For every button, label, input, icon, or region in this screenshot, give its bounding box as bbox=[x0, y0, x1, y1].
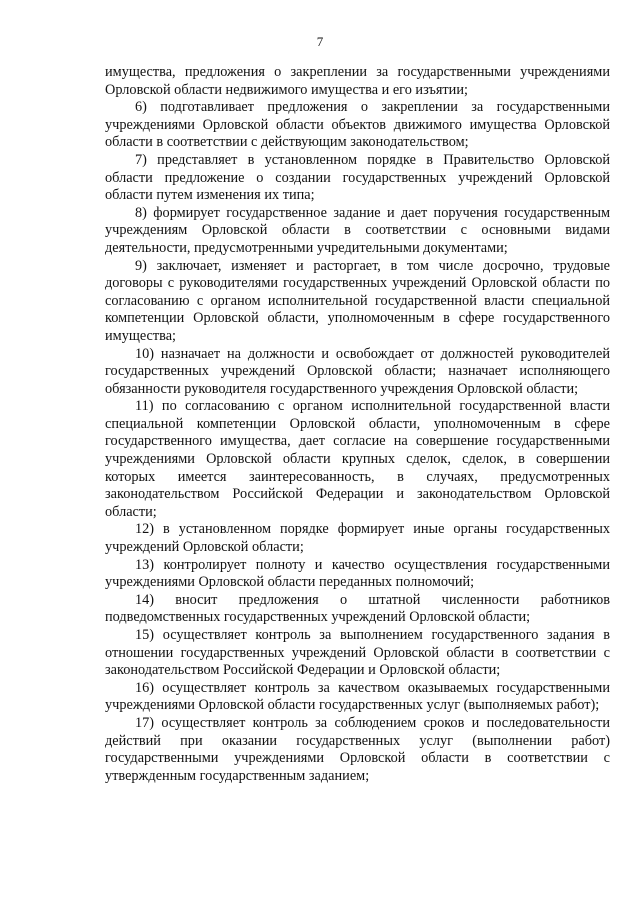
paragraph-continuation: имущества, предложения о закреплении за государственными учреждениями Орловской области недвижимого имущества и его изъятии; bbox=[105, 64, 610, 98]
document-body bbox=[105, 64, 610, 785]
paragraph-item-16: 16) осуществляет контроль за качеством оказываемых государственными учреждениями Орловской области государственных услуг (выполняемых работ); bbox=[105, 679, 610, 714]
paragraph-item-17: 17) осуществляет контроль за соблюдением сроков и последовательности действий при оказании государственных услуг (выполнении работ) государственными учреждениями Орловской области в соответствии с утвержденным государственным заданием; bbox=[105, 714, 610, 784]
paragraph-item-7: 7) представляет в установленном порядке в Правительство Орловской области предложение о создании государственных учреждений Орловской области путем изменения их типа; bbox=[105, 151, 610, 204]
paragraph-item-11: 11) по согласованию с органом исполнительной государственной власти специальной компетенции Орловской области, уполномоченным в сфере государственного имущества, дает согласие на совершение государственными учреждениями Орловской области крупных сделок, сделок, в совершении которых имеется заинтересованность, в случаях, предусмотренных законодательством Российской Федерации и законодательством Орловской области; bbox=[105, 398, 610, 520]
paragraph-item-14: 14) вносит предложения о штатной численности работников подведомственных государственных учреждений Орловской области; bbox=[105, 591, 610, 626]
paragraph-item-10: 10) назначает на должности и освобождает от должностей руководителей государственных учреждений Орловской области; назначает исполняющего обязанности руководителя государственного учреждения Орловской области; bbox=[105, 345, 610, 397]
paragraph-item-8: 8) формирует государственное задание и дает поручения государственным учреждениям Орловской области в соответствии с основными видами деятельности, предусмотренными учредительными документами; bbox=[105, 204, 610, 256]
paragraph-item-12: 12) в установленном порядке формирует иные органы государственных учреждений Орловской области; bbox=[105, 521, 610, 556]
paragraph-item-9: 9) заключает, изменяет и расторгает, в том числе досрочно, трудовые договоры с руководителями государственных учреждений Орловской области по согласованию с органом исполнительной государственной власти специальной компетенции Орловской области, уполномоченным в сфере государственного имущества; bbox=[105, 257, 610, 344]
paragraph-item-6: 6) подготавливает предложения о закреплении за государственными учреждениями Орловской области объектов движимого имущества Орловской области в соответствии с действующим законодательством; bbox=[105, 99, 610, 151]
page-number: 7 bbox=[316, 34, 324, 49]
paragraph-item-15: 15) осуществляет контроль за выполнением государственного задания в отношении государственных учреждений Орловской области в соответствии с законодательством Российской Федерации и Орловской области; bbox=[105, 627, 610, 679]
paragraph-item-13: 13) контролирует полноту и качество осуществления государственными учреждениями Орловской области переданных полномочий; bbox=[105, 556, 610, 591]
